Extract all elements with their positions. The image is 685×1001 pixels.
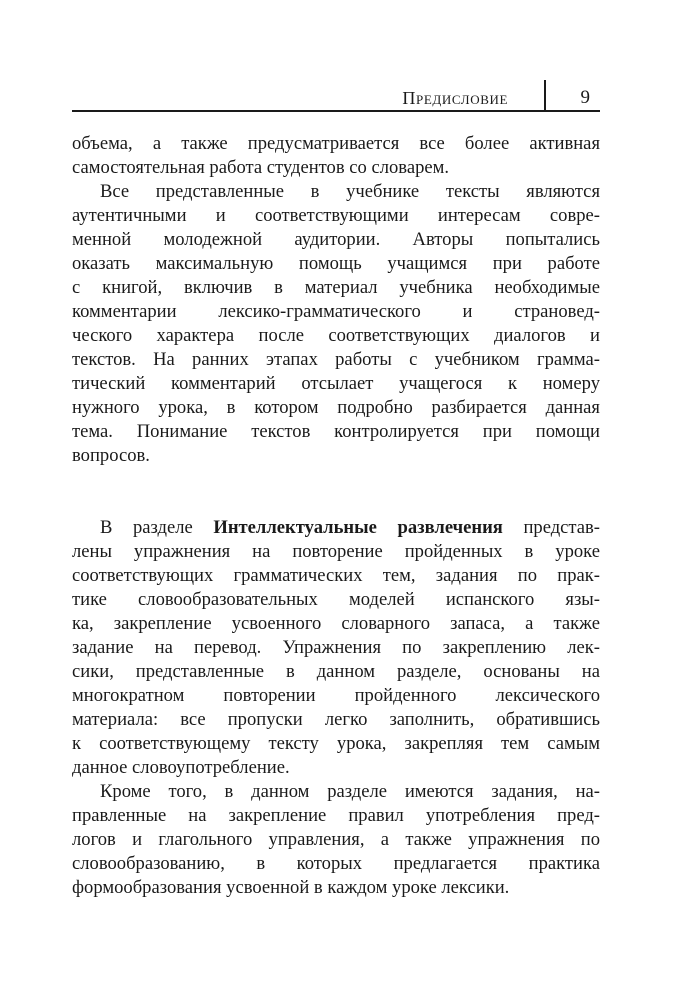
text-fragment: В разделе	[100, 517, 214, 538]
text-line: вопросов.	[72, 445, 150, 466]
body-text	[72, 132, 600, 900]
header-horizontal-rule	[72, 110, 600, 112]
text-line: соответствующих грамматических тем, задания по прак-	[72, 565, 600, 586]
text-line: самостоятельная работа студентов со словарем.	[72, 157, 450, 178]
text-line: ка, закрепление усвоенного словарного запаса, а также	[72, 613, 600, 634]
text-line: оказать максимальную помощь учащимся при работе	[72, 253, 600, 274]
running-header	[72, 80, 600, 122]
section-name-bold: Интеллектуальные развлечения	[213, 517, 503, 538]
header-title: Предисловие	[402, 88, 508, 108]
paragraph-4	[72, 780, 600, 900]
text-line: лены упражнения на повторение пройденных в уроке	[72, 541, 600, 562]
section-gap	[72, 468, 600, 492]
text-line: многократном повторении пройденного лексического	[72, 685, 600, 706]
text-line: правленные на закрепление правил употребления пред-	[72, 805, 600, 826]
text-line: нужного урока, в котором подробно разбирается данная	[72, 397, 600, 418]
page-number: 9	[580, 87, 590, 108]
text-line: формообразования усвоенной в каждом уроке лексики.	[72, 877, 510, 898]
text-line: текстов. На ранних этапах работы с учебником грамма-	[72, 349, 600, 370]
text-line: к соответствующему тексту урока, закрепляя тем самым	[72, 733, 600, 754]
text-line: Все представленные в учебнике тексты являются	[100, 181, 600, 202]
text-line: ческого характера после соответствующих диалогов и	[72, 325, 600, 346]
text-line: словообразованию, в которых предлагается практика	[72, 853, 600, 874]
text-line	[72, 516, 600, 540]
text-line: Кроме того, в данном разделе имеются задания, на-	[100, 781, 600, 802]
text-line: аутентичными и соответствующими интересам совре-	[72, 205, 600, 226]
text-line: менной молодежной аудитории. Авторы попытались	[72, 229, 600, 250]
paragraph-1	[72, 132, 600, 180]
text-line: с книгой, включив в материал учебника необходимые	[72, 277, 600, 298]
text-line: тема. Понимание текстов контролируется при помощи	[72, 421, 600, 442]
text-line: логов и глагольного управления, а также упражнения по	[72, 829, 600, 850]
paragraph-2	[72, 180, 600, 468]
section-gap	[72, 492, 600, 516]
text-line: задание на перевод. Упражнения по закреплению лек-	[72, 637, 600, 658]
text-line: объема, а также предусматривается все более активная	[72, 133, 600, 154]
text-line: тический комментарий отсылает учащегося к номеру	[72, 373, 600, 394]
text-line: данное словоупотребление.	[72, 757, 290, 778]
header-vertical-rule	[544, 80, 546, 110]
text-line: сики, представленные в данном разделе, основаны на	[72, 661, 600, 682]
text-fragment: представ-	[502, 517, 600, 538]
text-line: комментарии лексико-грамматического и страновед-	[72, 301, 600, 322]
paragraph-3	[72, 516, 600, 780]
text-line: тике словообразовательных моделей испанского язы-	[72, 589, 600, 610]
text-line: материала: все пропуски легко заполнить, обратившись	[72, 709, 600, 730]
